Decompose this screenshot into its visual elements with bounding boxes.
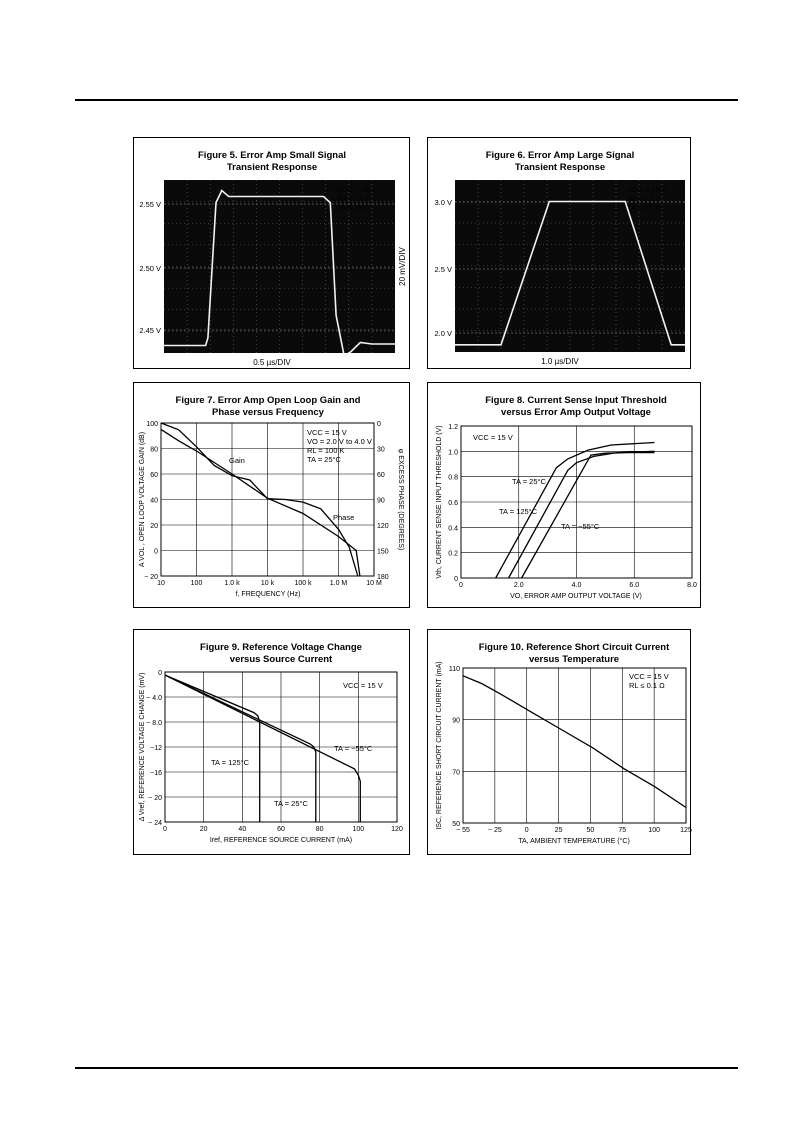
x-axis-label: 1.0 µs/DIV [541, 357, 579, 366]
y-tick-label: − 20 [148, 795, 162, 802]
series-annotation: Phase [333, 513, 355, 522]
y-tick-label: − 4.0 [146, 695, 162, 702]
y-axis-label: A VOL , OPEN LOOP VOLTAGE GAIN (dB) [139, 431, 146, 568]
y-tick-label: 2.45 V [139, 326, 161, 335]
chart-title-line-1: Figure 7. Error Amp Open Loop Gain and [175, 395, 361, 406]
chart-title-line-1: Figure 8. Current Sense Input Threshold [485, 395, 667, 406]
series-line-3 [522, 453, 655, 578]
y2-tick-label: 180 [377, 574, 389, 581]
condition-label: TA = 25°C [627, 203, 661, 212]
x-tick-label: 4.0 [571, 582, 582, 589]
condition-label: VCC = 15 V [337, 185, 377, 194]
y2-tick-label: 120 [377, 523, 389, 530]
x-tick-label: 6.0 [629, 582, 640, 589]
condition-label: AV = −1.0 [337, 194, 370, 203]
y-tick-label: 20 [150, 523, 158, 530]
figure-8-chart [428, 383, 702, 609]
y-tick-label: − 8.0 [146, 720, 162, 727]
x-tick-label: 20 [199, 826, 208, 833]
y2-tick-label: 30 [377, 446, 385, 454]
x-tick-label: 0 [163, 826, 167, 833]
x-tick-label: 10 k [260, 580, 275, 587]
x-tick-label: 10 M [366, 580, 382, 587]
x-tick-label: 1.0 k [224, 580, 240, 587]
x-tick-label: 75 [618, 827, 627, 834]
figure-9-chart [134, 630, 411, 856]
y-tick-label: 90 [452, 717, 460, 725]
y-tick-label: 2.50 V [139, 264, 161, 273]
y-tick-label: − 24 [148, 820, 162, 827]
condition-label: VCC = 15 V [343, 681, 383, 690]
x-tick-label: 10 [157, 580, 165, 587]
chart-title-line-1: Figure 5. Error Amp Small Signal [198, 150, 346, 161]
series-annotation: TA = 25°C [274, 799, 308, 808]
x-axis-label: f, FREQUENCY (Hz) [235, 591, 301, 598]
x-tick-label: 8.0 [687, 582, 697, 589]
condition-label: VO = 2.0 V to 4.0 V [307, 437, 372, 446]
right-axis-label: 20 mV/DIV [398, 247, 407, 286]
header-rule [75, 99, 738, 101]
condition-label: VCC = 15 V [473, 433, 513, 442]
y-tick-label: −12 [150, 745, 162, 752]
condition-label: RL ≤ 0.1 Ω [629, 681, 665, 690]
y-tick-label: 60 [150, 472, 158, 479]
x-tick-label: − 55 [456, 827, 470, 834]
x-tick-label: 100 [648, 827, 660, 834]
y2-tick-label: 0 [377, 421, 381, 428]
condition-label: VCC = 15 V [627, 185, 667, 194]
y-axis-label: Vth, CURRENT SENSE INPUT THRESHOLD (V) [436, 425, 443, 579]
series-annotation: TA = −55°C [561, 522, 600, 531]
series-annotation: TA = 125°C [499, 507, 538, 516]
chart-title-line-2: versus Source Current [229, 654, 333, 665]
y-tick-label: 80 [150, 446, 158, 454]
series-annotation: TA = −55°C [334, 744, 373, 753]
chart-title-line-2: versus Error Amp Output Voltage [501, 407, 651, 418]
x-tick-label: 2.0 [513, 582, 524, 589]
figure-9-panel [133, 629, 410, 855]
x-tick-label: 100 k [294, 580, 312, 587]
y2-tick-label: 60 [377, 472, 385, 479]
x-tick-label: − 25 [487, 827, 502, 834]
x-tick-label: 25 [554, 827, 563, 834]
figure-10-chart [428, 630, 692, 856]
figure-6-chart [428, 138, 692, 370]
y-tick-label: 3.0 V [434, 198, 452, 207]
series-annotation: Gain [229, 456, 245, 465]
y2-axis-label: φ EXCESS PHASE (DEGREES) [397, 448, 404, 551]
x-axis-label: VO, ERROR AMP OUTPUT VOLTAGE (V) [510, 593, 642, 600]
figure-7-panel [133, 382, 410, 608]
figure-5-chart [134, 138, 411, 370]
y-tick-label: 0.2 [448, 550, 458, 558]
y-tick-label: 0 [154, 548, 158, 556]
y-axis-label: ISC, REFERENCE SHORT CIRCUIT CURRENT (mA) [436, 661, 443, 830]
y-tick-label: 0.8 [448, 474, 458, 482]
y-tick-label: 2.55 V [139, 200, 161, 209]
figure-7-chart [134, 383, 411, 609]
condition-label: RL = 100 K [307, 446, 345, 455]
y-tick-label: 1.2 [448, 424, 458, 431]
chart-title-line-1: Figure 10. Reference Short Circuit Current [478, 642, 670, 653]
x-tick-label: 0 [459, 582, 463, 589]
y2-tick-label: 90 [377, 497, 385, 505]
figure-10-panel [427, 629, 691, 855]
y-tick-label: 1.0 [448, 449, 458, 457]
x-axis-label: Iref, REFERENCE SOURCE CURRENT (mA) [209, 837, 353, 844]
x-tick-label: 50 [586, 827, 595, 834]
y-tick-label: 0 [454, 576, 458, 583]
footer-rule [75, 1067, 738, 1069]
y-axis-label: Δ Vref, REFERENCE VOLTAGE CHANGE (mV) [139, 672, 146, 822]
y-tick-label: 40 [150, 497, 158, 505]
y-tick-label: − 20 [144, 574, 158, 581]
x-tick-label: 120 [391, 826, 403, 833]
y-tick-label: 0.6 [448, 500, 458, 507]
figure-5-panel [133, 137, 410, 369]
y-tick-label: 2.5 V [434, 265, 452, 274]
chart-title-line-2: Phase versus Frequency [212, 407, 324, 418]
series-line-1 [463, 676, 686, 808]
x-axis-label: 0.5 µs/DIV [253, 358, 291, 367]
series-annotation: TA = 125°C [211, 758, 250, 767]
y-tick-label: 0 [158, 670, 162, 677]
condition-label: VCC = 15 V [629, 672, 669, 681]
series-annotation: TA = 25°C [512, 477, 546, 486]
y2-tick-label: 150 [377, 548, 389, 556]
chart-title-line-2: Transient Response [226, 162, 318, 173]
chart-title-line-1: Figure 9. Reference Voltage Change [200, 642, 362, 653]
y-tick-label: 100 [146, 421, 158, 428]
x-tick-label: 125 [680, 827, 692, 834]
y-tick-label: −16 [150, 770, 162, 777]
x-axis-label: TA, AMBIENT TEMPERATURE (°C) [518, 838, 630, 845]
x-tick-label: 1.0 M [329, 580, 348, 587]
x-tick-label: 40 [238, 826, 247, 833]
x-tick-label: 100 [352, 826, 365, 833]
y-tick-label: 110 [448, 666, 460, 673]
y-tick-label: 2.0 V [434, 329, 452, 338]
chart-title-line-2: Transient Response [514, 162, 606, 173]
y-tick-label: 0.4 [448, 525, 458, 533]
condition-label: TA = 25°C [307, 455, 341, 464]
condition-label: AV = −1.0 [627, 194, 660, 203]
x-tick-label: 60 [277, 826, 285, 833]
x-tick-label: 0 [524, 827, 529, 834]
condition-label: VCC = 15 V [307, 428, 347, 437]
chart-title-line-1: Figure 6. Error Amp Large Signal [485, 150, 635, 161]
y-tick-label: 50 [452, 821, 460, 828]
x-tick-label: 100 [190, 580, 203, 587]
chart-title-line-2: versus Temperature [528, 654, 620, 665]
figure-8-panel [427, 382, 701, 608]
x-tick-label: 80 [315, 826, 324, 833]
y-tick-label: 70 [452, 769, 460, 777]
figure-6-panel [427, 137, 691, 369]
condition-label: TA = 25°C [337, 203, 371, 212]
